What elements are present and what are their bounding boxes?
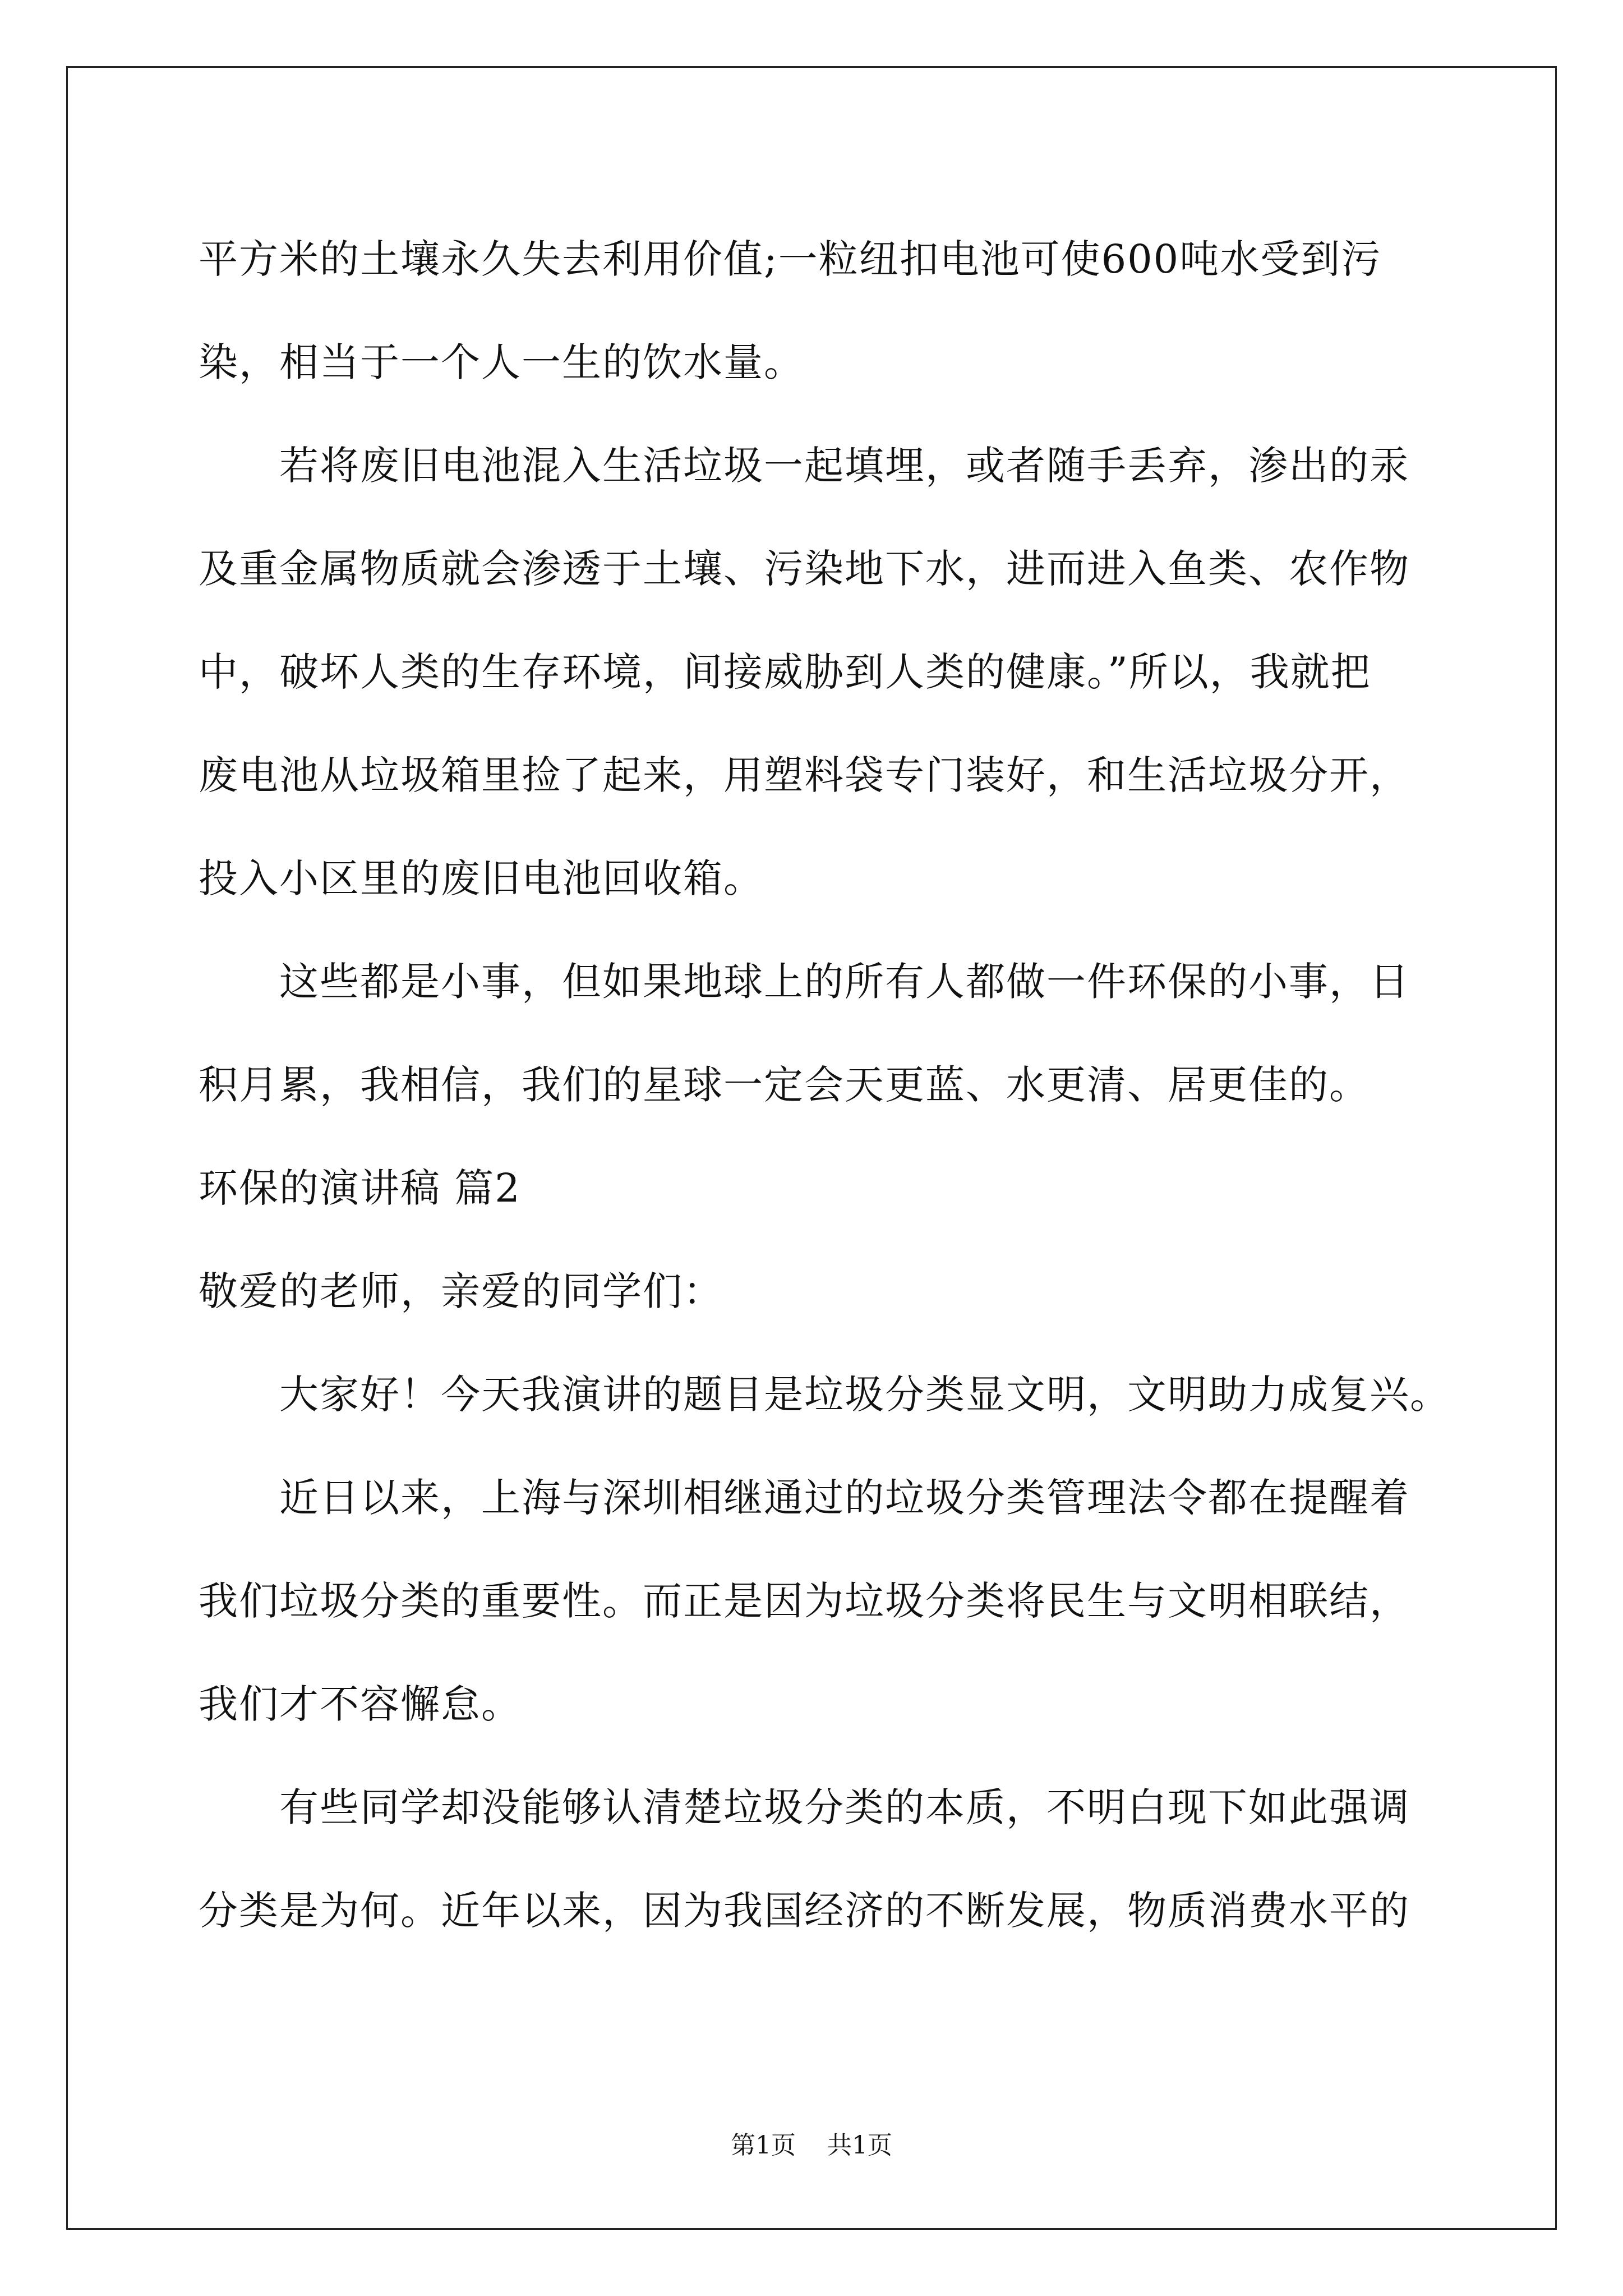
text-line: 大家好！今天我演讲的题目是垃圾分类显文明，文明助力成复兴。 (199, 1372, 1450, 1418)
text-line: 分类是为何。近年以来，因为我国经济的不断发展，物质消费水平的 (199, 1888, 1410, 1934)
salutation: 敬爱的老师，亲爱的同学们： (199, 1268, 723, 1314)
page-total: 共1页 (827, 2131, 892, 2160)
text-line: 平方米的土壤永久失去利用价值;一粒纽扣电池可使600吨水受到污 (199, 236, 1382, 282)
text-line: 废电池从垃圾箱里捡了起来，用塑料袋专门装好，和生活垃圾分开， (199, 752, 1410, 798)
text-line: 若将废旧电池混入生活垃圾一起填埋，或者随手丢弃，渗出的汞 (199, 443, 1410, 489)
text-line: 及重金属物质就会渗透于土壤、污染地下水，进而进入鱼类、农作物 (199, 546, 1410, 592)
page-number: 第1页 (731, 2131, 796, 2160)
text-line: 中，破坏人类的生存环境，间接威胁到人类的健康。”所以，我就把 (199, 649, 1371, 695)
text-line: 积月累，我相信，我们的星球一定会天更蓝、水更清、居更佳的。 (199, 1062, 1370, 1108)
document-body (199, 208, 1450, 1962)
section-heading: 环保的演讲稿 篇2 (199, 1165, 521, 1211)
text-line: 投入小区里的废旧电池回收箱。 (199, 855, 764, 901)
text-line: 这些都是小事，但如果地球上的所有人都做一件环保的小事，日 (199, 959, 1410, 1005)
text-line: 我们才不容懈怠。 (199, 1681, 522, 1727)
text-line: 染，相当于一个人一生的饮水量。 (199, 339, 804, 385)
page-footer (0, 2129, 1623, 2162)
text-line: 我们垃圾分类的重要性。而正是因为垃圾分类将民生与文明相联结， (199, 1578, 1410, 1624)
text-line: 近日以来，上海与深圳相继通过的垃圾分类管理法令都在提醒着 (199, 1475, 1410, 1521)
text-line: 有些同学却没能够认清楚垃圾分类的本质，不明白现下如此强调 (199, 1784, 1410, 1830)
